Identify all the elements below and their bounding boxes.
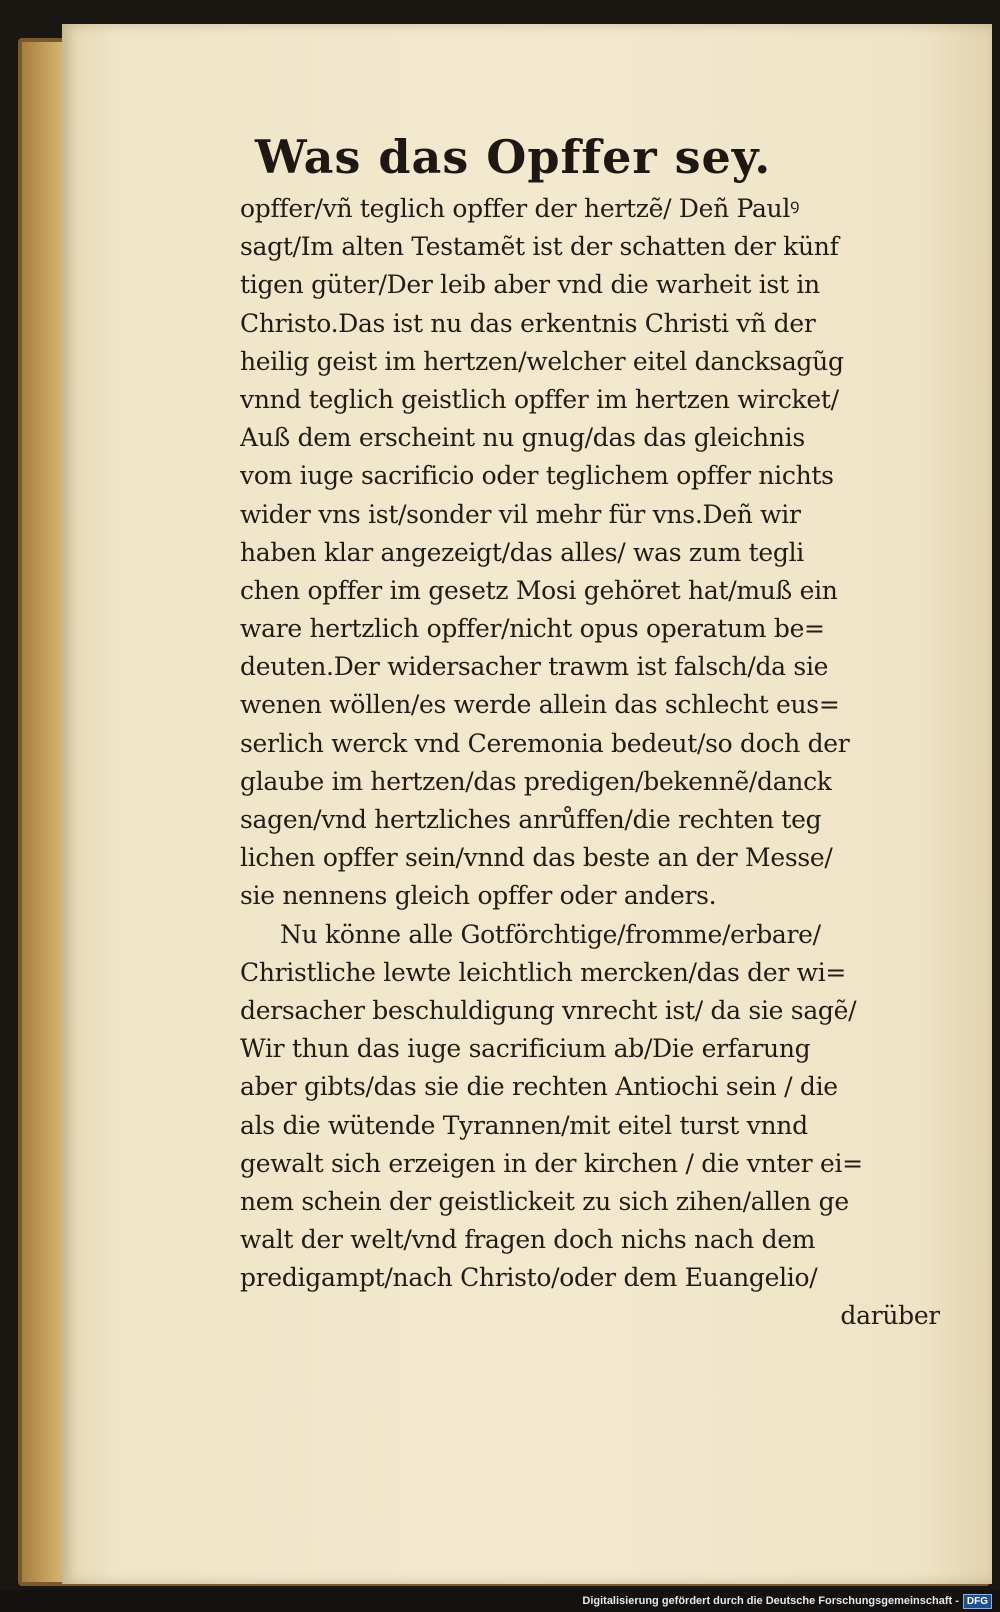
dfg-logo: DFG xyxy=(963,1594,992,1609)
text-line: glaube im hertzen/das predigen/bekennẽ/danck xyxy=(240,766,832,796)
text-line: walt der welt/vnd fragen doch nichs nach dem xyxy=(240,1225,816,1255)
text-line: Christo.Das ist nu das erkentnis Christi vñ der xyxy=(240,308,816,338)
text-line: als die wütende Tyrannen/mit eitel turst vnnd xyxy=(240,1110,808,1140)
text-line: chen opffer im gesetz Mosi gehöret hat/muß ein xyxy=(240,575,838,605)
text-line: wenen wöllen/es werde allein das schlecht eus= xyxy=(240,690,840,720)
text-line: sagen/vnd hertzliches anrůffen/die rechten teg xyxy=(240,805,822,834)
text-line: dersacher beschuldigung vnrecht ist/ da sie sagẽ/ xyxy=(240,995,857,1025)
text-line: Christliche lewte leichtlich mercken/das der wi= xyxy=(240,957,847,987)
text-line: nem schein der geistlickeit zu sich zihen/allen ge xyxy=(240,1186,849,1216)
text-line: vnnd teglich geistlich opffer im hertzen wircket/ xyxy=(240,384,839,414)
text-line: tigen güter/Der leib aber vnd die warheit ist in xyxy=(240,270,820,300)
text-line: heilig geist im hertzen/welcher eitel dancksagũg xyxy=(240,346,844,376)
text-line: ware hertzlich opffer/nicht opus operatum be= xyxy=(240,614,825,644)
text-block xyxy=(240,190,940,1336)
text-line: wider vns ist/sonder vil mehr für vns.Deñ wir xyxy=(240,499,801,529)
text-line: Auß dem erscheint nu gnug/das das gleichnis xyxy=(240,423,805,453)
text-line: haben klar angezeigt/das alles/ was zum tegli xyxy=(240,537,804,567)
footer-credit: Digitalisierung gefördert durch die Deutsche Forschungsgemeinschaft - xyxy=(582,1595,959,1607)
text-line: predigampt/nach Christo/oder dem Euangelio/ xyxy=(240,1263,818,1293)
text-line: aber gibts/das sie die rechten Antiochi sein / die xyxy=(240,1072,838,1102)
text-line: sie nennens gleich opffer oder anders. xyxy=(240,881,717,911)
text-line: darüber xyxy=(840,1301,940,1331)
text-line: deuten.Der widersacher trawm ist falsch/da sie xyxy=(240,652,829,682)
footer-bar xyxy=(0,1590,1000,1612)
text-line: gewalt sich erzeigen in der kirchen / die vnter ei= xyxy=(240,1148,863,1178)
text-line: serlich werck vnd Ceremonia bedeut/so doch der xyxy=(240,728,850,758)
text-line: Nu könne alle Gotförchtige/fromme/erbare/ xyxy=(280,919,821,949)
running-head: Was das Opffer sey. xyxy=(255,130,772,184)
text-line: vom iuge sacrificio oder teglichem opffer nichts xyxy=(240,461,834,491)
text-line: opffer/vñ teglich opffer der hertzẽ/ Deñ Paulꝰ xyxy=(240,194,800,223)
text-line: Wir thun das iuge sacrificium ab/Die erfarung xyxy=(240,1034,811,1064)
text-line: lichen opffer sein/vnnd das beste an der Messe/ xyxy=(240,843,833,873)
text-line: sagt/Im alten Testamẽt ist der schatten der künf xyxy=(240,232,839,262)
